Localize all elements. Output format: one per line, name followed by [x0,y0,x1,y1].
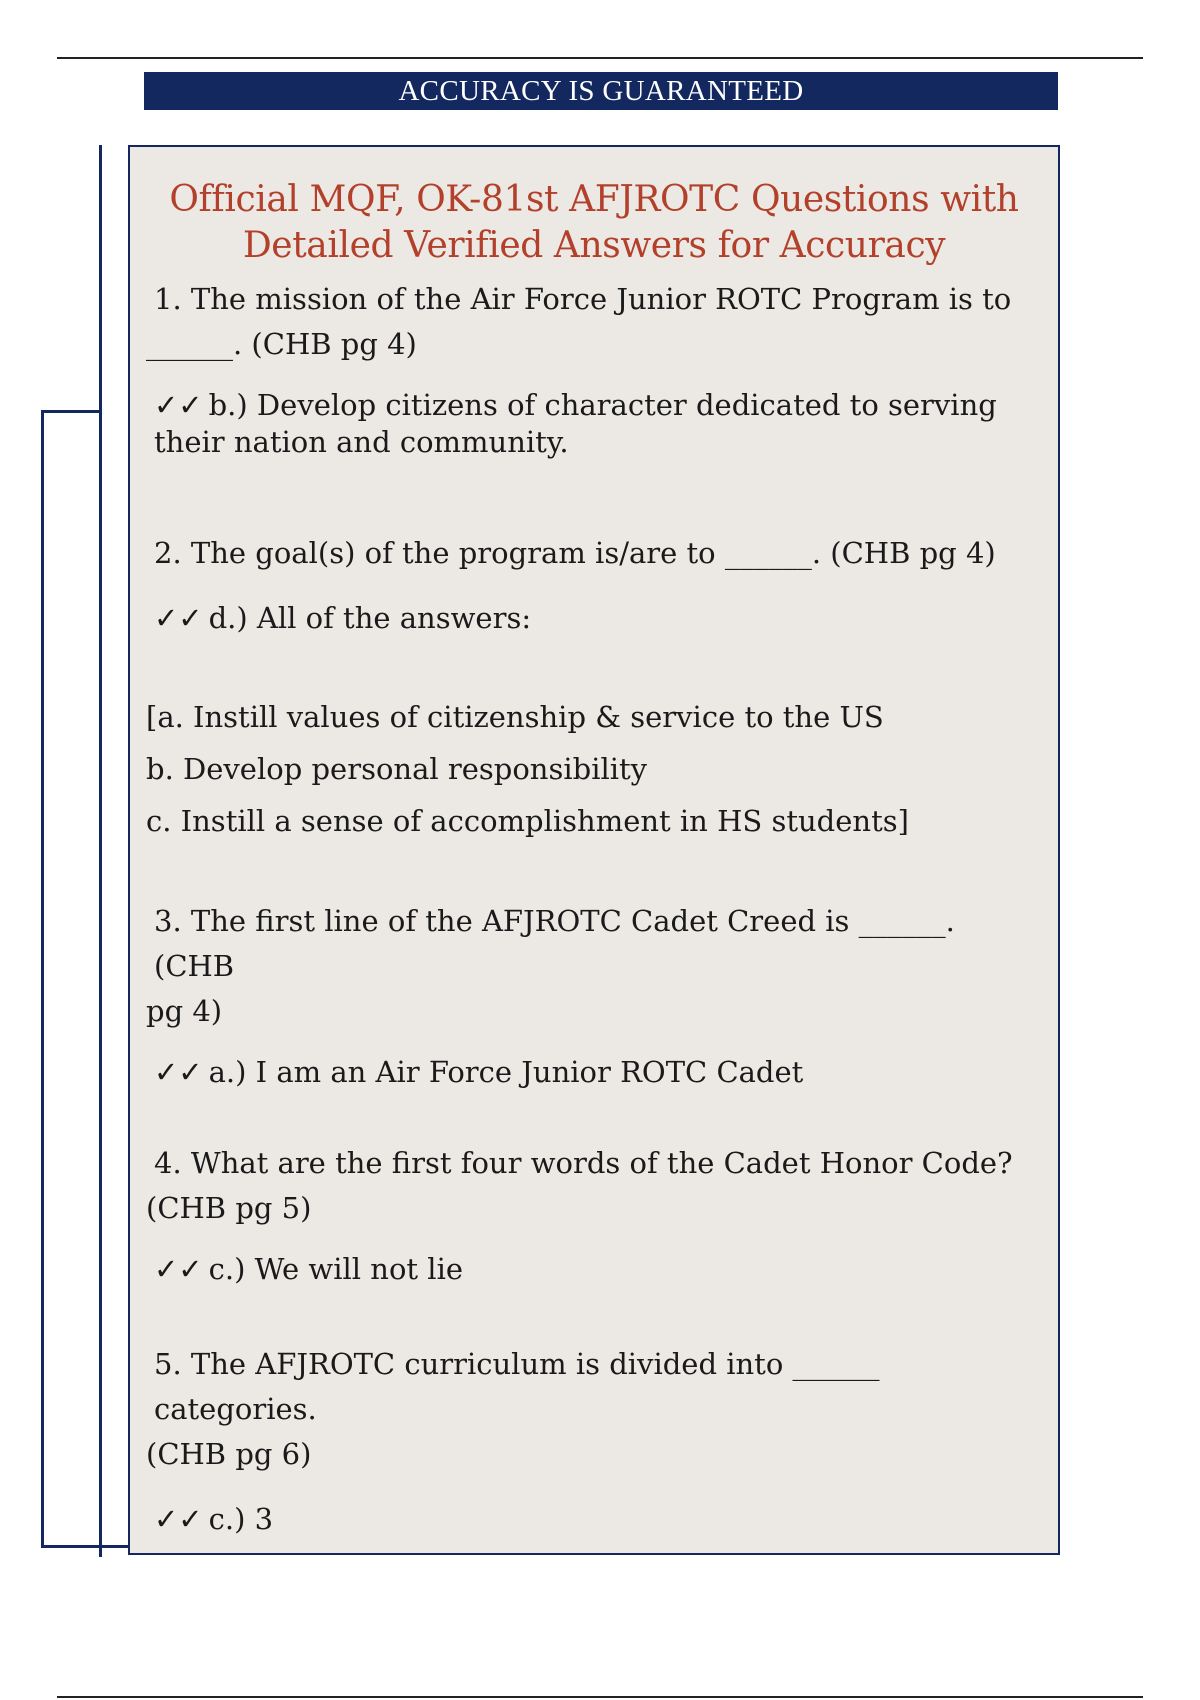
answer-4-text: c.) We will not lie [208,1252,464,1286]
answer-5-text: c.) 3 [208,1502,274,1536]
question-5-line2: (CHB pg 6) [146,1437,312,1471]
question-2-line1: 2. The goal(s) of the program is/are to ______. (CHB pg 4) [154,536,996,570]
answer-2-option-b: b. Develop personal responsibility [146,752,648,786]
check-mark-icon: ✓✓ [154,1502,203,1536]
bracket-vertical-line [99,145,102,1557]
question-2 [146,531,1042,576]
accuracy-banner: ACCURACY IS GUARANTEED [144,72,1058,110]
answer-2-options [146,691,1042,847]
bracket-left-line [41,410,44,1548]
answer-1-text: b.) Develop citizens of character dedicated to serving their nation and community. [154,388,997,459]
question-4 [146,1141,1042,1231]
question-4-line1: 4. What are the first four words of the Cadet Honor Code? [154,1146,1013,1180]
bracket-upper-line [41,410,102,413]
question-5-line1: 5. The AFJROTC curriculum is divided into ______ categories. [154,1347,880,1426]
answer-2-option-c: c. Instill a sense of accomplishment in HS students] [146,804,909,838]
question-4-line2: (CHB pg 5) [146,1191,312,1225]
question-5 [146,1342,1042,1477]
document-title: Official MQF, OK-81st AFJROTC Questions with Detailed Verified Answers for Accuracy [169,179,1019,266]
answer-3-text: a.) I am an Air Force Junior ROTC Cadet [208,1055,804,1089]
question-3-line2: pg 4) [146,994,223,1028]
answer-2-text: d.) All of the answers: [208,601,532,635]
check-mark-icon: ✓✓ [154,388,203,422]
answer-3 [146,1054,1042,1091]
bottom-rule [57,1696,1143,1698]
question-3-line1: 3. The first line of the AFJROTC Cadet Creed is ______. (CHB [154,904,955,983]
check-mark-icon: ✓✓ [154,1055,203,1089]
question-1-line2: ______. (CHB pg 4) [146,327,417,361]
check-mark-icon: ✓✓ [154,1252,203,1286]
check-mark-icon: ✓✓ [154,601,203,635]
top-rule [57,57,1143,59]
answer-2 [146,600,1042,637]
question-3 [146,899,1042,1034]
question-1 [146,277,1042,367]
answer-1 [146,387,1042,461]
question-card [128,145,1060,1555]
question-1-line1: 1. The mission of the Air Force Junior ROTC Program is to [154,282,1012,316]
answer-5 [146,1501,1042,1538]
answer-2-option-a: [a. Instill values of citizenship & service to the US [146,700,884,734]
answer-4 [146,1251,1042,1288]
